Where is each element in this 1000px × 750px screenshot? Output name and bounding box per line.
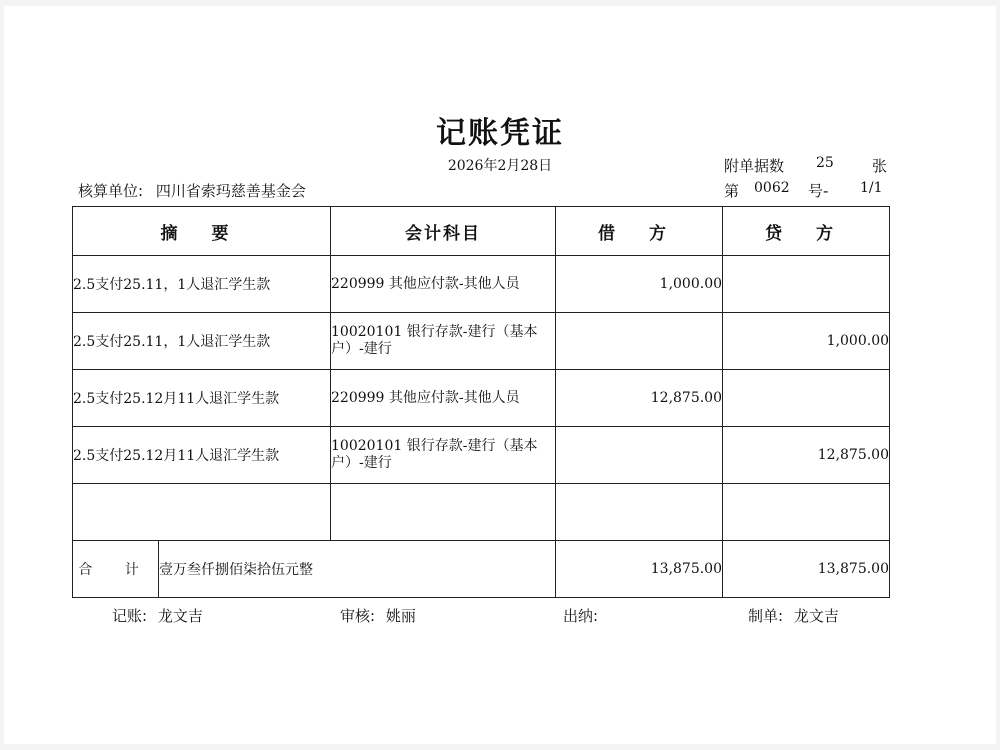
row-debit: 1,000.00: [556, 256, 723, 313]
bookkeeper-name: 龙文吉: [157, 607, 203, 625]
row-credit: 1,000.00: [723, 313, 890, 370]
voucher-no-label: 第: [724, 182, 740, 200]
total-credit: 13,875.00: [723, 541, 890, 598]
row-credit: 12,875.00: [723, 427, 890, 484]
row-debit: 12,875.00: [556, 370, 723, 427]
voucher-date: 2026年2月28日: [447, 158, 553, 174]
row-credit: [723, 256, 890, 313]
voucher-page: 1/1: [860, 180, 883, 196]
voucher-table: [72, 206, 890, 598]
table-row-empty: [73, 484, 890, 541]
row-account: [331, 484, 556, 541]
row-summary: [73, 484, 331, 541]
attachments-unit: 张: [872, 157, 888, 175]
cashier-label: 出纳:: [563, 607, 599, 625]
attachments-label: 附单据数: [724, 157, 785, 175]
table-row: [73, 427, 890, 484]
row-summary: 2.5支付25.11，1人退汇学生款: [73, 313, 331, 370]
row-account: 220999 其他应付款-其他人员: [331, 370, 556, 427]
row-account: 10020101 银行存款-建行（基本户）-建行: [331, 313, 556, 370]
voucher-no-value: 0062: [754, 180, 790, 196]
row-summary: 2.5支付25.12月11人退汇学生款: [73, 427, 331, 484]
attachments-info: [724, 155, 888, 176]
preparer-signature: [748, 605, 839, 626]
row-debit: [556, 484, 723, 541]
bookkeeper-signature: [112, 605, 203, 626]
preparer-name: 龙文吉: [793, 607, 839, 625]
bookkeeper-label: 记账:: [112, 607, 148, 625]
unit-name: 四川省索玛慈善基金会: [155, 182, 306, 200]
header-summary: 摘 要: [73, 207, 331, 256]
reviewer-name: 姚丽: [385, 607, 416, 625]
accounting-unit: [78, 180, 306, 201]
row-account: 220999 其他应付款-其他人员: [331, 256, 556, 313]
table-row: [73, 370, 890, 427]
total-row: [73, 541, 890, 598]
row-debit: [556, 427, 723, 484]
row-summary: 2.5支付25.11，1人退汇学生款: [73, 256, 331, 313]
attachments-count: 25: [816, 155, 834, 171]
table-header-row: [73, 207, 890, 256]
table-row: [73, 256, 890, 313]
reviewer-label: 审核:: [340, 607, 376, 625]
row-credit: [723, 484, 890, 541]
total-amount-words: 壹万叁仟捌佰柒拾伍元整: [159, 541, 556, 598]
preparer-label: 制单:: [748, 607, 784, 625]
voucher-no-suffix: 号-: [808, 182, 829, 200]
header-debit: 借 方: [556, 207, 723, 256]
total-debit: 13,875.00: [556, 541, 723, 598]
row-debit: [556, 313, 723, 370]
unit-label: 核算单位:: [78, 182, 144, 200]
reviewer-signature: [340, 605, 416, 626]
cashier-signature: [563, 605, 604, 626]
voucher-title: 记账凭证: [436, 116, 564, 151]
table-row: [73, 313, 890, 370]
row-credit: [723, 370, 890, 427]
row-summary: 2.5支付25.12月11人退汇学生款: [73, 370, 331, 427]
header-credit: 贷 方: [723, 207, 890, 256]
header-account: 会计科目: [331, 207, 556, 256]
row-account: 10020101 银行存款-建行（基本户）-建行: [331, 427, 556, 484]
total-label: 合 计: [73, 541, 159, 598]
